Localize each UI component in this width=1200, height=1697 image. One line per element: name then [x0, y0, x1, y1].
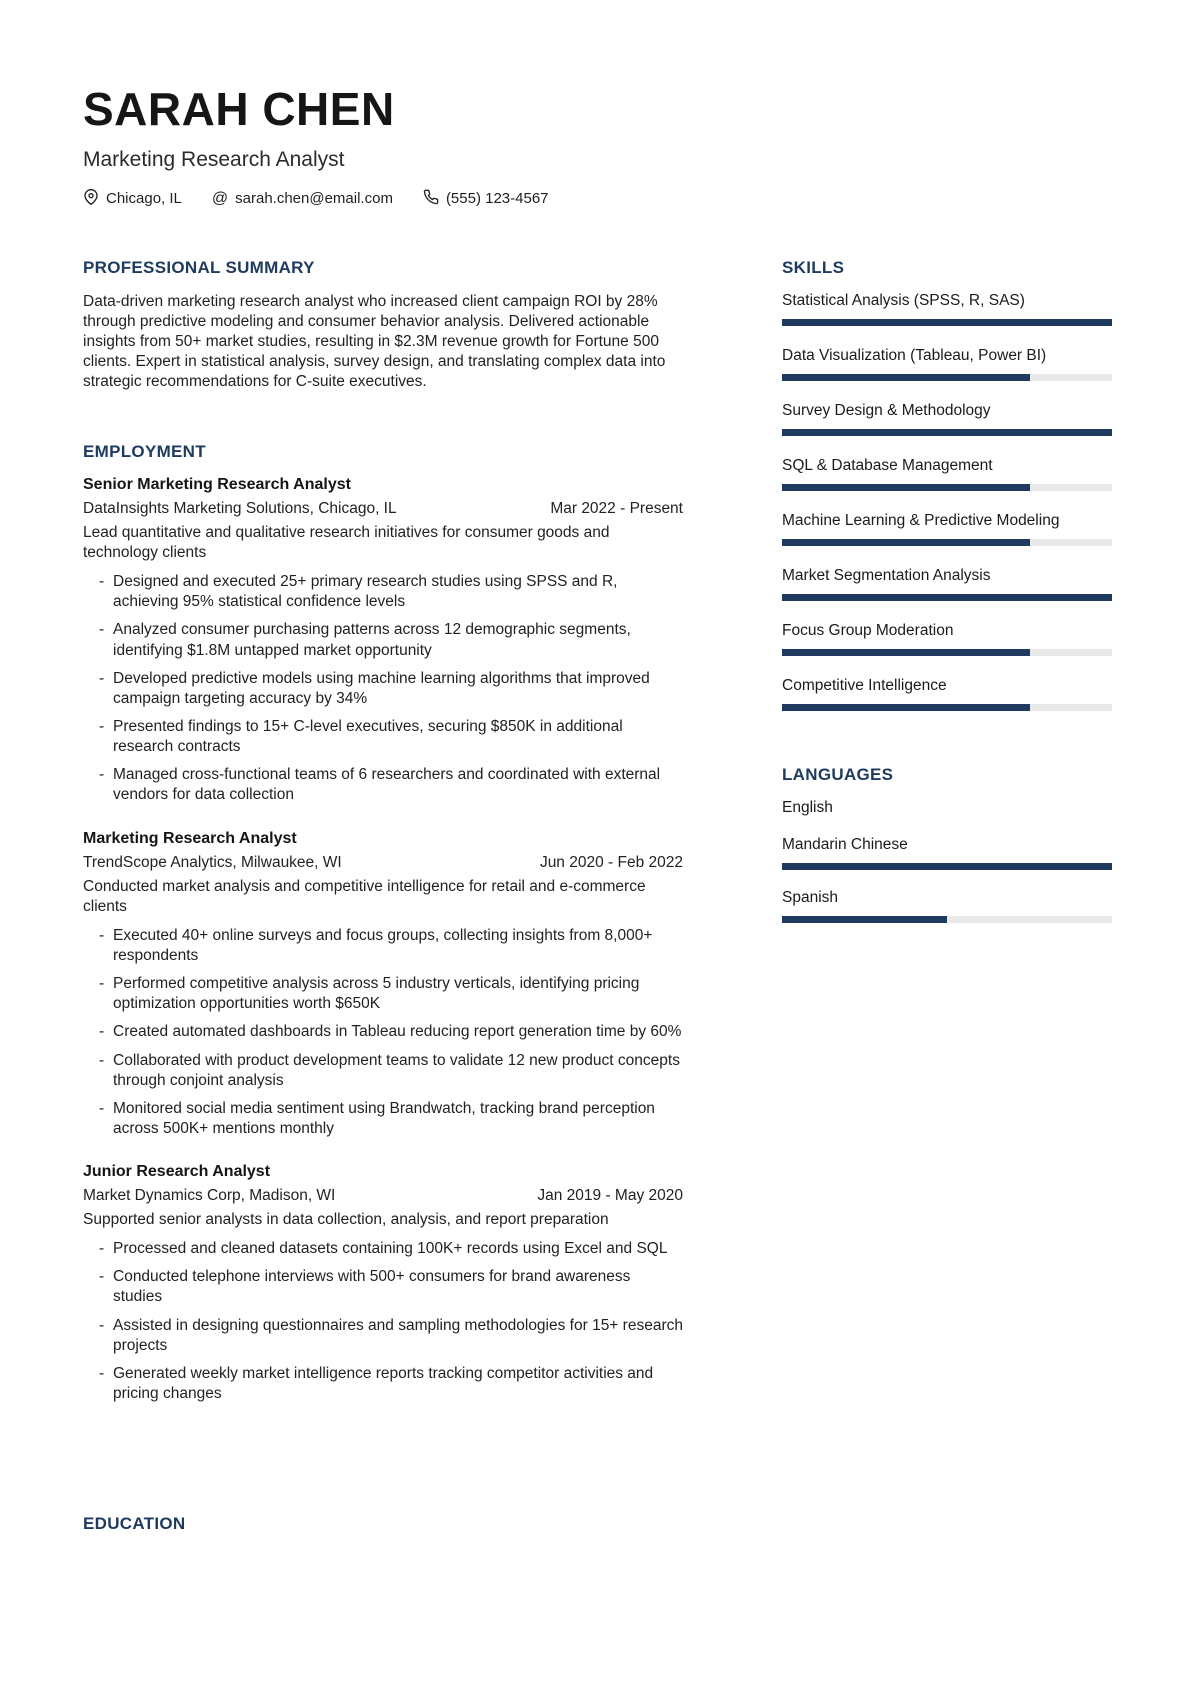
- job-bullet: - Generated weekly market intelligence reports tracking competitor activities and pricing changes: [99, 1364, 683, 1404]
- job-entry: [83, 830, 683, 1140]
- job-meta: [83, 1187, 683, 1205]
- job-dates: Jun 2020 - Feb 2022: [539, 853, 683, 871]
- skill-label: Competitive Intelligence: [782, 676, 947, 694]
- skill-bar-track: [782, 374, 1112, 381]
- job-bullet: - Developed predictive models using machine learning algorithms that improved campaign targeting accuracy by 34%: [99, 669, 683, 709]
- skill-item: [782, 347, 1112, 381]
- skill-label: Spanish: [782, 888, 839, 906]
- job-dates: Jan 2019 - May 2020: [537, 1187, 683, 1205]
- skill-bar-fill: [782, 594, 1112, 601]
- job-bullet: - Conducted telephone interviews with 500+ consumers for brand awareness studies: [99, 1267, 683, 1307]
- skill-bar-fill: [782, 539, 1030, 546]
- skill-item: [782, 677, 1112, 711]
- job-entry: [83, 476, 683, 806]
- skill-bar-fill: [782, 319, 1112, 326]
- skill-item: [782, 402, 1112, 436]
- job-bullet-list: [83, 572, 683, 805]
- skill-label: SQL & Database Management: [782, 456, 993, 474]
- location-pin-icon: [83, 189, 99, 209]
- content-columns: [83, 258, 1112, 1548]
- job-title: Marketing Research Analyst: [83, 829, 297, 847]
- job-bullet: - Performed competitive analysis across 5 industry verticals, identifying pricing optimization opportunities worth $650K: [99, 974, 683, 1014]
- skill-bar-fill: [782, 374, 1030, 381]
- skill-item: [782, 457, 1112, 491]
- job-bullet: - Monitored social media sentiment using Brandwatch, tracking brand perception across 500K+ mentions monthly: [99, 1099, 683, 1139]
- job-meta: [83, 854, 683, 872]
- person-title: Marketing Research Analyst: [83, 147, 345, 171]
- job-company: TrendScope Analytics, Milwaukee, WI: [83, 853, 342, 871]
- skill-bar-track: [782, 484, 1112, 491]
- skill-bar-fill: [782, 916, 947, 923]
- contact-row: [83, 189, 1112, 209]
- skill-label: Market Segmentation Analysis: [782, 566, 991, 584]
- job-meta: [83, 500, 683, 518]
- contact-email-text: sarah.chen@email.com: [235, 190, 393, 208]
- skill-item: [782, 512, 1112, 546]
- language-list: [782, 799, 1112, 923]
- languages-heading: LANGUAGES: [782, 764, 894, 784]
- contact-phone-text: (555) 123-4567: [445, 190, 549, 208]
- employment-heading: EMPLOYMENT: [83, 441, 206, 461]
- skill-bar-track: [782, 594, 1112, 601]
- skill-label: Survey Design & Methodology: [782, 401, 991, 419]
- skill-label: Focus Group Moderation: [782, 621, 954, 639]
- language-item: [782, 889, 1112, 923]
- job-title: Senior Marketing Research Analyst: [83, 475, 351, 493]
- language-item: [782, 799, 1112, 817]
- contact-email: [212, 190, 393, 207]
- employment-section: [83, 442, 683, 1404]
- languages-section: [782, 765, 1112, 923]
- skills-heading: SKILLS: [782, 257, 845, 277]
- skill-label: Machine Learning & Predictive Modeling: [782, 511, 1060, 529]
- job-description: Lead quantitative and qualitative research initiatives for consumer goods and technology clients: [83, 523, 610, 561]
- job-bullet: - Created automated dashboards in Tableau reducing report generation time by 60%: [99, 1022, 683, 1042]
- skill-bar-fill: [782, 649, 1030, 656]
- language-item: [782, 836, 1112, 870]
- job-company: DataInsights Marketing Solutions, Chicago, IL: [83, 499, 397, 517]
- contact-location: [83, 189, 182, 209]
- main-column: [83, 258, 683, 1548]
- resume-header: [83, 83, 1112, 209]
- job-bullet-list: [83, 1239, 683, 1404]
- skill-item: [782, 567, 1112, 601]
- person-name: SARAH CHEN: [83, 83, 395, 135]
- job-bullet: - Assisted in designing questionnaires and sampling methodologies for 15+ research projects: [99, 1316, 683, 1356]
- job-entry: [83, 1163, 683, 1404]
- skill-bar-track: [782, 649, 1112, 656]
- skill-bar-track: [782, 916, 1112, 923]
- job-bullet: - Designed and executed 25+ primary research studies using SPSS and R, achieving 95% statistical confidence levels: [99, 572, 683, 612]
- job-bullet: - Analyzed consumer purchasing patterns across 12 demographic segments, identifying $1.8M untapped market opportunity: [99, 620, 683, 660]
- job-company: Market Dynamics Corp, Madison, WI: [83, 1187, 336, 1205]
- summary-text: Data-driven marketing research analyst who increased client campaign ROI by 28% through predictive modeling and consumer behavior analysis. Delivered actionable insights from 50+ market studies, resulting in $2.3M revenue growth for Fortune 500 clients. Expert in statistical analysis, survey design, and translating complex data into strategic recommendations for C-suite executives.: [83, 292, 666, 390]
- contact-location-text: Chicago, IL: [106, 190, 182, 208]
- contact-phone: [423, 189, 549, 209]
- skill-bar-fill: [782, 429, 1112, 436]
- job-bullet: - Processed and cleaned datasets containing 100K+ records using Excel and SQL: [99, 1239, 683, 1259]
- skill-label: Statistical Analysis (SPSS, R, SAS): [782, 291, 1025, 309]
- job-bullet: - Managed cross-functional teams of 6 researchers and coordinated with external vendors for data collection: [99, 765, 683, 805]
- skill-bar-fill: [782, 863, 1112, 870]
- job-description: Supported senior analysts in data collection, analysis, and report preparation: [83, 1211, 609, 1229]
- skill-bar-track: [782, 539, 1112, 546]
- skill-bar-track: [782, 704, 1112, 711]
- skill-bar-track: [782, 863, 1112, 870]
- skill-label: Data Visualization (Tableau, Power BI): [782, 346, 1047, 364]
- summary-section: [83, 258, 683, 392]
- skill-list: [782, 292, 1112, 711]
- skill-item: [782, 622, 1112, 656]
- skill-label: English: [782, 798, 833, 816]
- phone-icon: [423, 189, 439, 209]
- job-bullet: - Executed 40+ online surveys and focus groups, collecting insights from 8,000+ respondents: [99, 926, 683, 966]
- education-section: [83, 1514, 683, 1534]
- skill-bar-track: [782, 429, 1112, 436]
- sidebar-column: [782, 258, 1112, 1548]
- education-heading: EDUCATION: [83, 1514, 186, 1534]
- skill-label: Mandarin Chinese: [782, 835, 908, 853]
- at-sign-icon: @: [211, 189, 229, 207]
- skill-bar-fill: [782, 704, 1030, 711]
- summary-heading: PROFESSIONAL SUMMARY: [83, 257, 315, 277]
- job-title: Junior Research Analyst: [83, 1163, 271, 1181]
- job-bullet: - Collaborated with product development teams to validate 12 new product concepts through conjoint analysis: [99, 1051, 683, 1091]
- job-list: [83, 476, 683, 1404]
- job-dates: Mar 2022 - Present: [550, 499, 683, 517]
- skills-section: [782, 258, 1112, 711]
- job-description: Conducted market analysis and competitive intelligence for retail and e-commerce clients: [83, 877, 646, 915]
- skill-bar-fill: [782, 484, 1030, 491]
- skill-item: [782, 292, 1112, 326]
- job-bullet-list: [83, 926, 683, 1139]
- skill-bar-track: [782, 319, 1112, 326]
- job-bullet: - Presented findings to 15+ C-level executives, securing $850K in additional research contracts: [99, 717, 683, 757]
